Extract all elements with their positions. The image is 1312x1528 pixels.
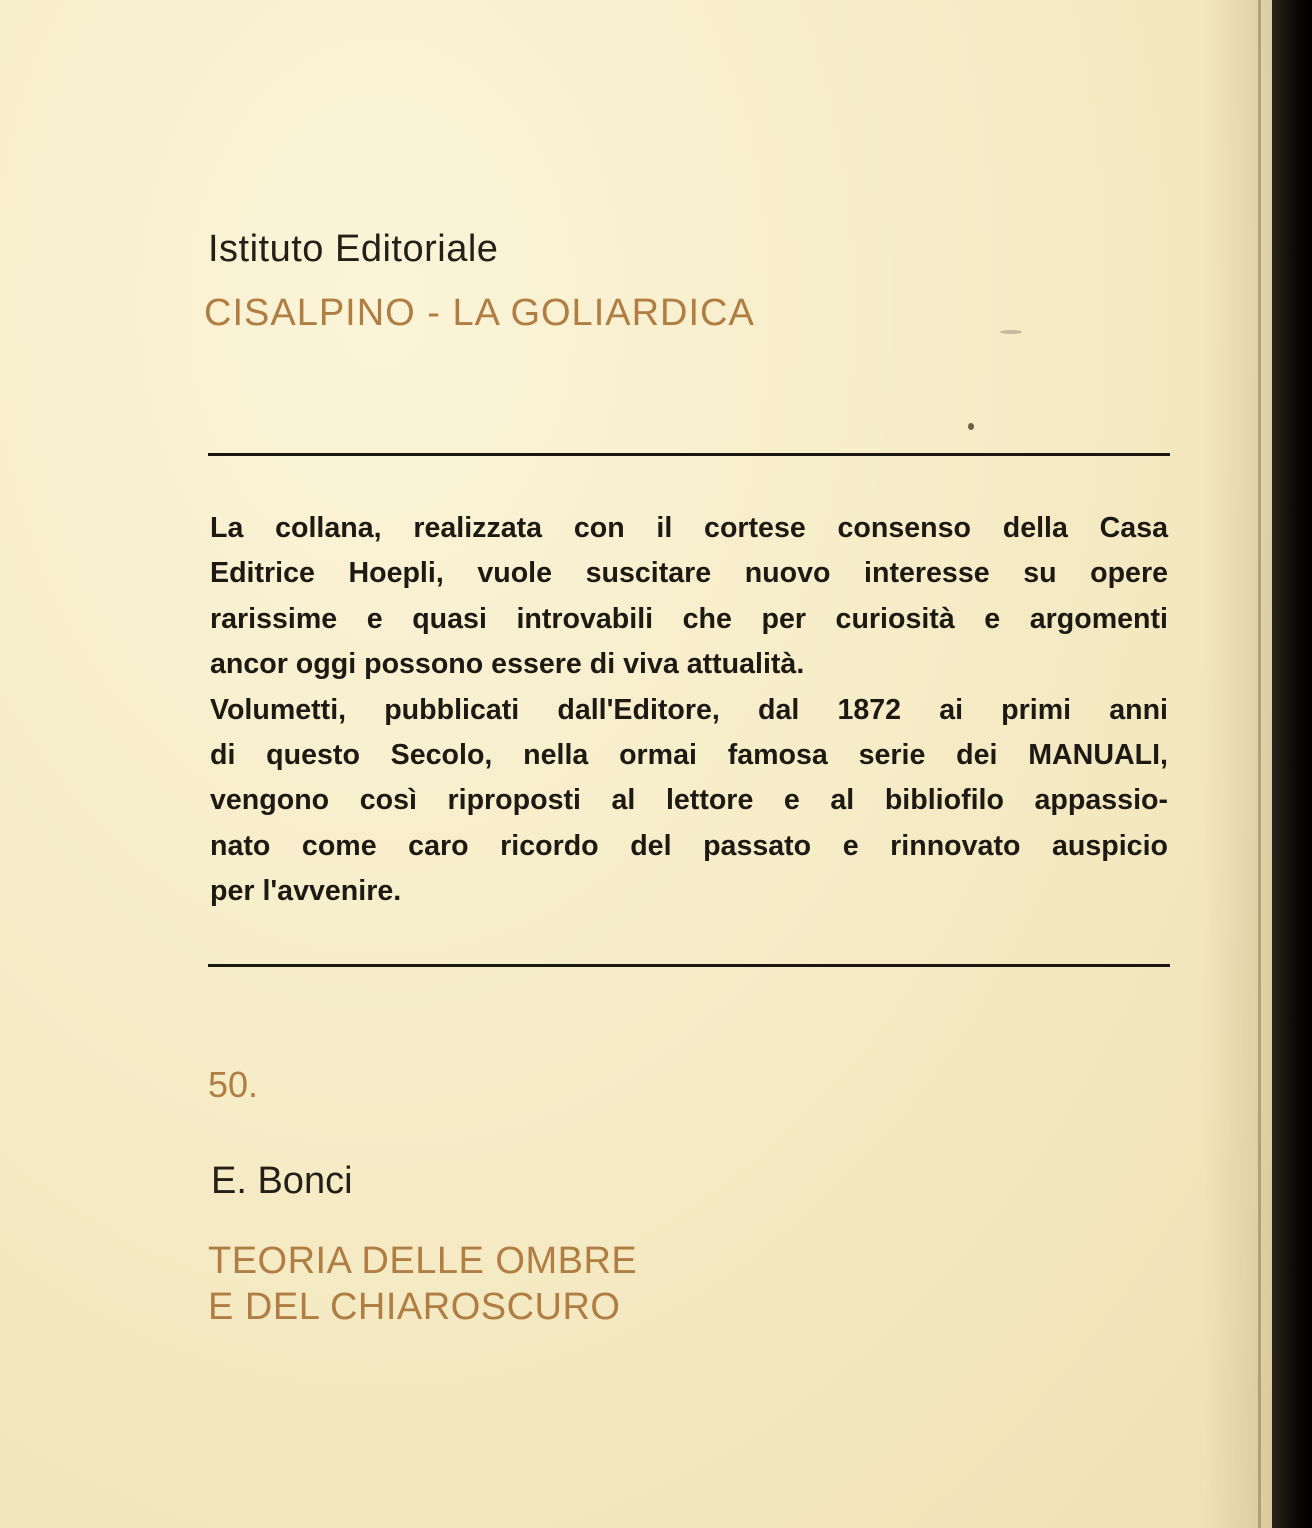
divider-top [208, 453, 1170, 456]
publisher-name: Istituto Editoriale [208, 228, 499, 270]
description-line: vengono così riproposti al lettore e al bibliofilo appassio- [210, 784, 1168, 817]
paper-speck [968, 423, 974, 430]
description-line: rarissime e quasi introvabili che per curiosità e argomenti [210, 602, 1168, 635]
volume-number: 50. [208, 1064, 259, 1105]
series-description [210, 506, 1168, 915]
divider-bottom [208, 964, 1170, 967]
book-title-line: E DEL CHIAROSCURO [208, 1286, 621, 1328]
description-line: ancor oggi possono essere di viva attualità. [210, 648, 805, 681]
spine-crease [1258, 0, 1261, 1528]
page-edge-shadow [1272, 0, 1312, 1528]
description-line: Editrice Hoepli, vuole suscitare nuovo interesse su opere [210, 557, 1168, 590]
paper-speck [1000, 330, 1022, 334]
description-line: nato come caro ricordo del passato e rinnovato auspicio [210, 829, 1168, 862]
description-line: per l'avvenire. [210, 875, 402, 908]
description-line: Volumetti, pubblicati dall'Editore, dal 1872 ai primi anni [210, 693, 1168, 726]
description-line: La collana, realizzata con il cortese consenso della Casa [210, 512, 1168, 544]
book-title [208, 1238, 637, 1330]
description-line: di questo Secolo, nella ormai famosa serie dei MANUALI, [210, 739, 1168, 772]
publisher-imprint: CISALPINO - LA GOLIARDICA [204, 292, 755, 334]
book-title-line: TEORIA DELLE OMBRE [208, 1240, 638, 1282]
book-author: E. Bonci [211, 1160, 353, 1202]
